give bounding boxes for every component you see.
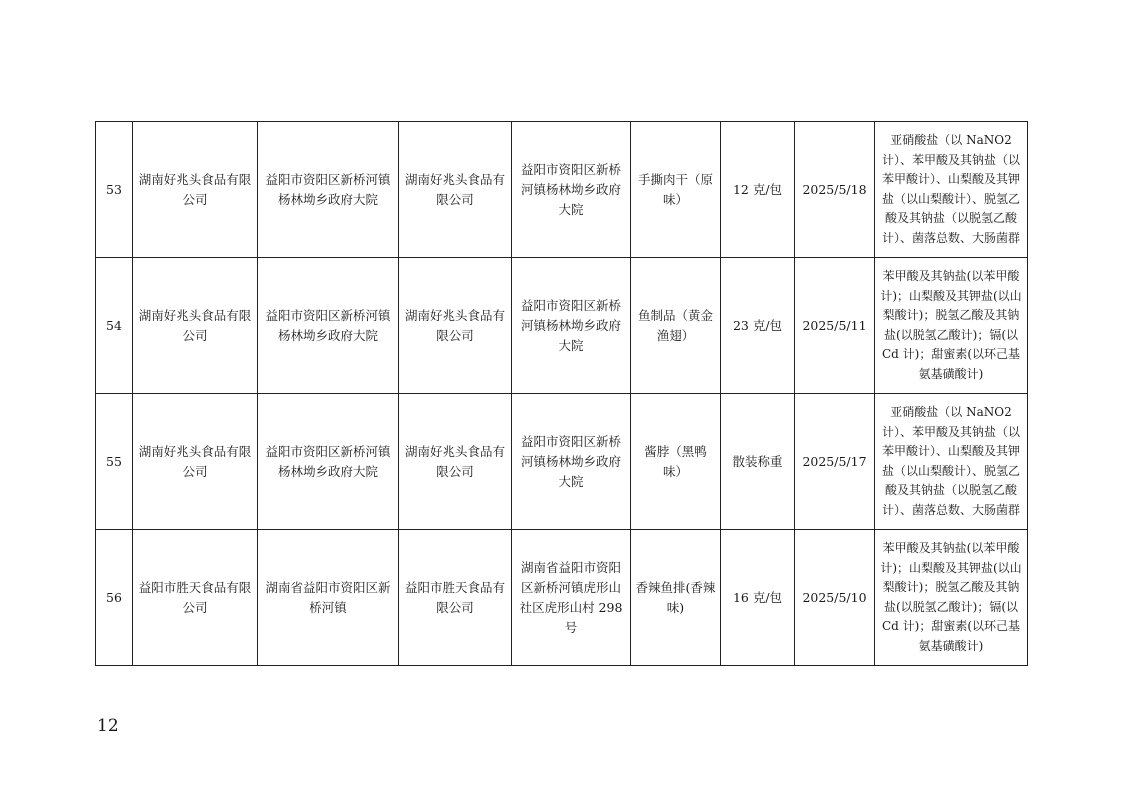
production-date-cell: 2025/5/11 [795, 258, 875, 394]
producer-name-cell: 湖南好兆头食品有限公司 [133, 122, 258, 258]
row-number-cell: 55 [96, 394, 133, 530]
seller-name-cell: 湖南好兆头食品有限公司 [399, 122, 512, 258]
producer-address-cell: 湖南省益阳市资阳区新桥河镇 [258, 530, 399, 666]
producer-address-cell: 益阳市资阳区新桥河镇杨林坳乡政府大院 [258, 258, 399, 394]
test-items-cell: 苯甲酸及其钠盐(以苯甲酸计)；山梨酸及其钾盐(以山梨酸计)；脱氢乙酸及其钠盐(以脱氢乙酸计)；镉(以 Cd 计)；甜蜜素(以环己基氨基磺酸计) [875, 530, 1028, 666]
table-body [96, 122, 1028, 666]
sampling-results-table [95, 121, 1028, 666]
seller-address-cell: 湖南省益阳市资阳区新桥河镇虎形山社区虎形山村 298 号 [512, 530, 631, 666]
table-row [96, 122, 1028, 258]
specification-cell: 12 克/包 [721, 122, 795, 258]
producer-name-cell: 湖南好兆头食品有限公司 [133, 258, 258, 394]
row-number-cell: 53 [96, 122, 133, 258]
table-row [96, 394, 1028, 530]
table-row [96, 258, 1028, 394]
production-date-cell: 2025/5/18 [795, 122, 875, 258]
seller-name-cell: 湖南好兆头食品有限公司 [399, 258, 512, 394]
product-name-cell: 酱脖（黑鸭味） [631, 394, 721, 530]
seller-name-cell: 湖南好兆头食品有限公司 [399, 394, 512, 530]
product-name-cell: 鱼制品（黄金渔翅） [631, 258, 721, 394]
producer-name-cell: 湖南好兆头食品有限公司 [133, 394, 258, 530]
page-number: 12 [97, 716, 119, 736]
row-number-cell: 56 [96, 530, 133, 666]
product-name-cell: 香辣鱼排(香辣味) [631, 530, 721, 666]
test-items-cell: 亚硝酸盐（以 NaNO2 计）、苯甲酸及其钠盐（以苯甲酸计）、山梨酸及其钾盐（以山梨酸计）、脱氢乙酸及其钠盐（以脱氢乙酸计）、菌落总数、大肠菌群 [875, 122, 1028, 258]
seller-address-cell: 益阳市资阳区新桥河镇杨林坳乡政府大院 [512, 122, 631, 258]
specification-cell: 散装称重 [721, 394, 795, 530]
row-number-cell: 54 [96, 258, 133, 394]
product-name-cell: 手撕肉干（原味） [631, 122, 721, 258]
specification-cell: 23 克/包 [721, 258, 795, 394]
specification-cell: 16 克/包 [721, 530, 795, 666]
test-items-cell: 亚硝酸盐（以 NaNO2 计）、苯甲酸及其钠盐（以苯甲酸计）、山梨酸及其钾盐（以山梨酸计）、脱氢乙酸及其钠盐（以脱氢乙酸计）、菌落总数、大肠菌群 [875, 394, 1028, 530]
table-row [96, 530, 1028, 666]
producer-name-cell: 益阳市胜天食品有限公司 [133, 530, 258, 666]
producer-address-cell: 益阳市资阳区新桥河镇杨林坳乡政府大院 [258, 122, 399, 258]
producer-address-cell: 益阳市资阳区新桥河镇杨林坳乡政府大院 [258, 394, 399, 530]
seller-address-cell: 益阳市资阳区新桥河镇杨林坳乡政府大院 [512, 258, 631, 394]
test-items-cell: 苯甲酸及其钠盐(以苯甲酸计)；山梨酸及其钾盐(以山梨酸计)；脱氢乙酸及其钠盐(以脱氢乙酸计)；镉(以 Cd 计)；甜蜜素(以环己基氨基磺酸计) [875, 258, 1028, 394]
production-date-cell: 2025/5/17 [795, 394, 875, 530]
seller-name-cell: 益阳市胜天食品有限公司 [399, 530, 512, 666]
production-date-cell: 2025/5/10 [795, 530, 875, 666]
seller-address-cell: 益阳市资阳区新桥河镇杨林坳乡政府大院 [512, 394, 631, 530]
